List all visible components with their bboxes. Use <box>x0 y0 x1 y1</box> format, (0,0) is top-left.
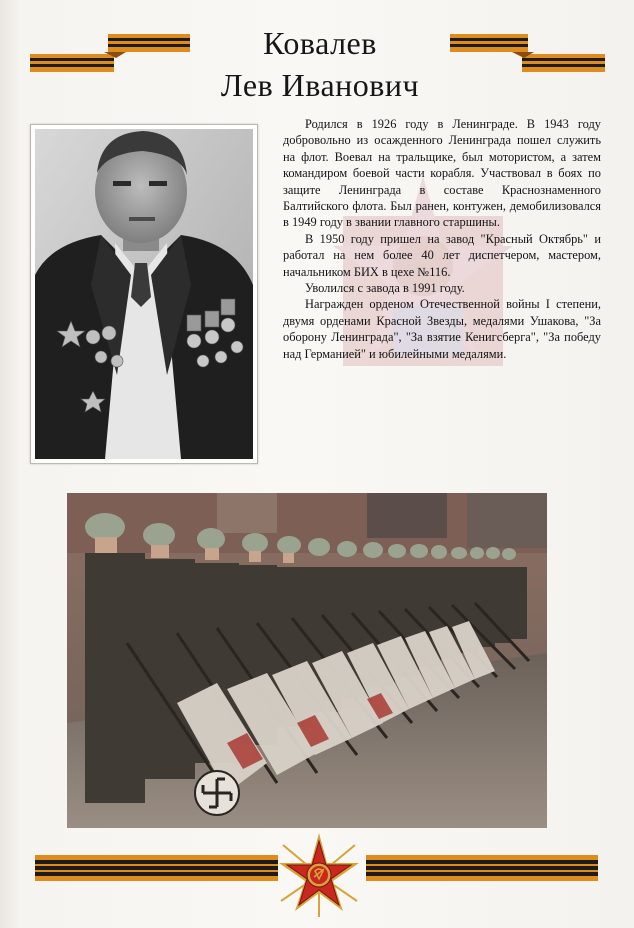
bio-paragraph-2: В 1950 году пришел на завод "Красный Октябрь" и работал на нем более 40 лет диспетчером, мастером, начальником БИХ в цехе №116. <box>283 231 601 279</box>
order-patriotic-war-icon <box>276 832 362 923</box>
st-george-ribbon-bottom-left <box>35 853 278 883</box>
bio-paragraph-1: Родился в 1926 году в Ленинграде. В 1943 году добровольно из осажденного Ленинграда пошел служить на флот. Воевал на тральщике, был мотористом, а затем командиром боевой части корабля. Участвовал в боях по защите Ленинграда в составе Краснознаменного Балтийского флота. Был ранен, контужен, демобилизовался в 1949 году в звании главного старшины. <box>283 117 601 230</box>
victory-parade-photo <box>67 493 547 828</box>
person-name-patronymic: Лев Иванович <box>220 67 420 103</box>
person-surname: Ковалев <box>263 25 377 61</box>
portrait-photo <box>30 124 258 464</box>
st-george-ribbon-bottom-right <box>366 853 598 883</box>
st-george-ribbon-top-right <box>450 34 605 76</box>
biography <box>283 116 601 426</box>
bio-paragraph-3: Уволился с завода в 1991 году. <box>305 281 465 296</box>
bio-paragraph-4: Награжден орденом Отечественной войны I степени, двумя орденами Красной Звезды, медалями Ушакова, "За оборону Ленинграда", "За взятие Кенигсберга", "За победу над Германией" и юбилейными медалями. <box>283 297 601 361</box>
st-george-ribbon-top-left <box>30 34 190 76</box>
